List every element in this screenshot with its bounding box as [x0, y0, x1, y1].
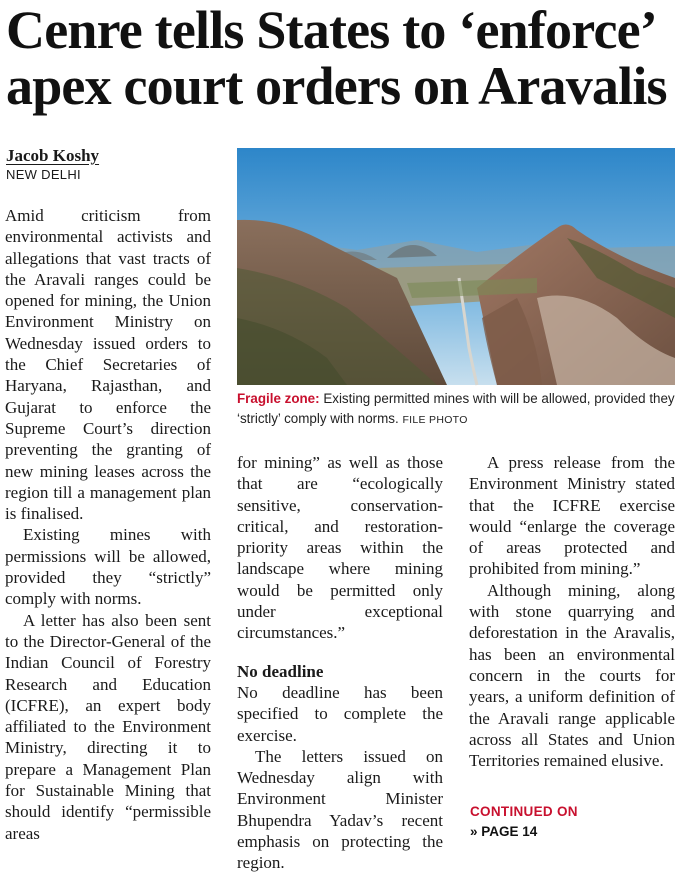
dateline: NEW DELHI: [6, 167, 81, 182]
paragraph: A letter has also been sent to the Director-General of the Indian Council of Forestry Research and Education (ICFRE), an expert body affiliated to the Environment Ministry, directing it to prepare a Management Plan for Sustainable Mining that should identify “permissible areas: [5, 610, 211, 843]
author-name[interactable]: Jacob Koshy: [6, 146, 100, 165]
paragraph: Amid criticism from environmental activists and allegations that vast tracts of the Aravali ranges could be opened for mining, the Union Environment Ministry on Wednesday issued orders to the Chief Secretaries of Haryana, Rajasthan, and Gujarat to enforce the Supreme Court’s direction preventing the granting of new mining leases across the region till a management plan is finalised.: [5, 206, 211, 524]
paragraph: The letters issued on Wednesday align with Environment Minister Bhupendra Yadav’s recent emphasis on protecting the region.: [237, 746, 443, 873]
headline: Cenre tells States to ‘enforce’ apex court orders on Aravalis: [6, 0, 667, 116]
paragraph: A press release from the Environment Ministry stated that the ICFRE exercise would “enlarge the coverage of areas protected and prohibited from mining.”: [469, 453, 675, 579]
paragraph: for mining” as well as those that are “ecologically sensitive, conservation-critical, and restoration-priority areas within the landscape where mining would be permitted only under exceptional circumstances.”: [237, 453, 443, 643]
byline: [6, 146, 99, 184]
caption-label: Fragile zone:: [237, 391, 320, 406]
article-column-1: [5, 205, 211, 844]
aravali-hills-photo: [237, 148, 675, 385]
continued-page[interactable]: » PAGE 14: [470, 824, 538, 839]
article-column-2: [237, 452, 443, 874]
continued-on-link[interactable]: [470, 802, 578, 842]
article-photo[interactable]: [237, 148, 675, 385]
caption-text: Existing permitted mines with will be allowed, provided they ‘strictly’ comply with norms.: [237, 391, 675, 426]
subheading: No deadline: [237, 661, 324, 681]
continued-label: CONTINUED ON: [470, 804, 578, 819]
article-column-3: [469, 452, 675, 771]
paragraph: Although mining, along with stone quarrying and deforestation in the Aravalis, has been an environmental concern in the courts for years, a uniform definition of the Aravali range applicable across all States and Union Territories remained elusive.: [469, 580, 675, 771]
paragraph: Existing mines with permissions will be allowed, provided they “strictly” comply with norms.: [5, 525, 211, 609]
photo-credit: FILE PHOTO: [402, 414, 468, 426]
paragraph: No deadline has been specified to complete the exercise.: [237, 682, 443, 745]
photo-caption: [237, 389, 677, 430]
